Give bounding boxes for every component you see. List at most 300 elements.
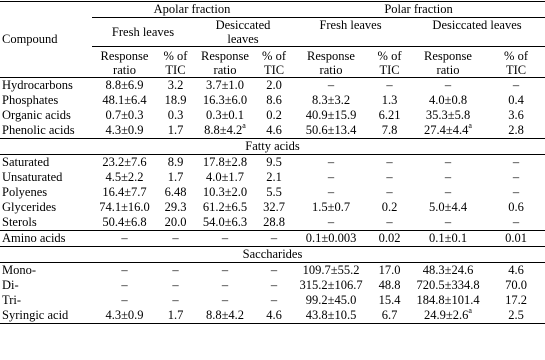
cell-value: 4.6 (266, 123, 282, 137)
compound-name-cell: Syringic acid (0, 308, 92, 324)
table-row (0, 93, 545, 108)
response-line1: Response (201, 49, 249, 63)
tic-line1: % of (377, 49, 402, 63)
response-ratio-cell (92, 108, 157, 123)
cell-value: 1.7 (167, 308, 184, 322)
subheader-response-ratio (194, 47, 256, 78)
tic-line2: TIC (379, 63, 400, 77)
cell-value: 9.5 (266, 155, 282, 169)
pct-tic-cell (157, 155, 194, 171)
compound-name-cell: Phenolic acids (2, 123, 75, 137)
cell-value: 7.8 (381, 123, 398, 137)
tic-line2: TIC (505, 63, 527, 77)
data-table (0, 1, 545, 324)
pct-tic-cell (370, 185, 409, 200)
pct-tic-cell (157, 93, 194, 108)
response-ratio-cell (409, 185, 487, 200)
cell-value: 74.1±16.0 (99, 200, 150, 214)
pct-tic-cell (487, 308, 545, 324)
compound-name-cell: Di- (2, 278, 19, 292)
pct-tic-cell (256, 215, 292, 231)
cell-value: 6.48 (164, 185, 187, 199)
pct-tic-cell (157, 215, 194, 231)
compound-name-cell: Amino acids (0, 231, 92, 247)
table-row (0, 263, 545, 279)
cell-value: 0.3±0.1 (205, 108, 245, 122)
pct-tic-cell (487, 108, 545, 123)
response-ratio-cell (292, 231, 370, 247)
pct-tic-cell (370, 123, 409, 139)
polar-fresh-header: Fresh leaves (292, 18, 409, 47)
tic-line1: % of (163, 49, 188, 63)
cell-value: – (444, 155, 452, 169)
cell-value: 48.3±24.6 (422, 263, 474, 277)
response-ratio-cell (194, 170, 256, 185)
section-header-fatty-acids: Fatty acids (0, 139, 545, 155)
pct-tic-cell (487, 123, 545, 139)
compound-header: Compound (0, 2, 92, 78)
cell-value: 3.6 (508, 108, 524, 122)
pct-tic-cell (256, 293, 292, 308)
pct-tic-cell (487, 293, 545, 308)
cell-value: 29.3 (164, 200, 187, 214)
response-ratio-cell (409, 278, 487, 293)
pct-tic-cell (487, 278, 545, 293)
response-ratio-cell (92, 200, 157, 215)
cell-value: 0.4 (508, 93, 524, 107)
pct-tic-cell (370, 278, 409, 293)
response-ratio-cell (409, 155, 487, 171)
response-line1: Response (307, 49, 355, 63)
cell-value: 17.0 (378, 263, 401, 277)
group-general (0, 78, 545, 139)
cell-value: 315.2±106.7 (299, 278, 363, 292)
cell-value: 54.0±6.3 (202, 215, 248, 229)
pct-tic-cell (157, 231, 194, 247)
response-ratio-cell (194, 278, 256, 293)
apolar-desiccated-header (194, 18, 292, 47)
cell-value: 3.2 (167, 78, 184, 92)
cell-value: – (172, 263, 179, 277)
pct-tic-cell (157, 200, 194, 215)
cell-value: – (512, 215, 520, 229)
tic-line2: TIC (263, 63, 285, 77)
response-ratio-cell (409, 108, 487, 123)
subheader-pct-tic (370, 47, 409, 78)
pct-tic-cell (256, 155, 292, 171)
response-ratio-cell (292, 108, 370, 123)
cell-value: – (270, 263, 278, 277)
pct-tic-cell (487, 263, 545, 279)
cell-value: 0.3 (167, 108, 184, 122)
response-ratio-cell (292, 78, 370, 94)
apolar-fraction-header: Apolar fraction (92, 2, 292, 18)
cell-value: 184.8±101.4 (416, 293, 480, 307)
cell-value: – (172, 293, 179, 307)
cell-value: – (512, 155, 520, 169)
section-header-row (0, 247, 545, 263)
response-line1: Response (424, 49, 472, 63)
response-ratio-cell (194, 155, 256, 171)
pct-tic-cell (256, 185, 292, 200)
cell-value: 2.1 (266, 170, 282, 184)
response-ratio-cell (194, 293, 256, 308)
compound-name-cell: Sterols (0, 215, 92, 231)
cell-value: 1.7 (167, 123, 184, 137)
cell-value: 20.0 (164, 215, 187, 229)
response-ratio-cell (194, 200, 256, 215)
cell-value: – (221, 231, 229, 245)
response-ratio-cell (194, 78, 256, 94)
pct-tic-cell (256, 78, 292, 94)
response-ratio-cell (92, 308, 157, 324)
response-ratio-cell (92, 170, 157, 185)
response-ratio-cell (194, 263, 256, 279)
cell-value: 8.9 (167, 155, 184, 169)
compound-name-cell: Tri- (2, 293, 21, 307)
cell-value: 8.8±4.2 (204, 123, 243, 137)
response-ratio-cell (409, 93, 487, 108)
pct-tic-cell (256, 308, 292, 324)
response-ratio-cell (409, 200, 487, 215)
response-ratio-cell (194, 308, 256, 324)
response-ratio-cell (194, 120, 256, 139)
cell-value: – (512, 78, 520, 92)
response-ratio-cell (409, 231, 487, 247)
cell-value: 0.02 (378, 231, 401, 245)
response-ratio-cell (194, 215, 256, 231)
response-ratio-cell (92, 185, 157, 200)
compound-name-cell: Organic acids (2, 108, 71, 122)
compound-name-cell: Unsaturated (2, 170, 63, 184)
pct-tic-cell (370, 263, 409, 279)
response-ratio-cell (292, 123, 370, 139)
pct-tic-cell (256, 231, 292, 247)
footnote-marker: a (468, 120, 472, 130)
section-fatty-acids (0, 139, 545, 155)
cell-value: – (221, 263, 229, 277)
pct-tic-cell (487, 78, 545, 94)
pct-tic-cell (487, 185, 545, 200)
pct-tic-cell (370, 93, 409, 108)
response-ratio-cell (92, 278, 157, 293)
response-ratio-cell (194, 231, 256, 247)
response-ratio-cell (409, 78, 487, 94)
response-ratio-cell (292, 185, 370, 200)
cell-value: – (327, 185, 335, 199)
pct-tic-cell (157, 293, 194, 308)
cell-value: 5.0±4.4 (428, 200, 468, 214)
table-row (0, 308, 545, 324)
pct-tic-cell (157, 263, 194, 279)
cell-value: – (270, 278, 278, 292)
cell-value: 2.8 (508, 123, 524, 137)
cell-value: – (386, 155, 393, 169)
cell-value: 50.6±13.4 (305, 123, 357, 137)
pct-tic-cell (157, 308, 194, 324)
table-row (0, 78, 545, 94)
cell-value: 1.3 (381, 93, 398, 107)
cell-value: 4.0±1.7 (205, 170, 245, 184)
cell-value: 18.9 (164, 93, 187, 107)
cell-value: – (121, 263, 128, 277)
cell-value: – (327, 215, 335, 229)
cell-value: 8.8±4.2 (205, 308, 245, 322)
cell-value: 15.4 (378, 293, 401, 307)
response-ratio-cell (409, 215, 487, 231)
compound-name-cell: Mono- (2, 263, 37, 277)
cell-value: – (221, 293, 229, 307)
cell-value: 4.5±2.2 (105, 170, 144, 184)
pct-tic-cell (157, 185, 194, 200)
cell-value: 43.8±10.5 (305, 308, 357, 322)
group-saccharides (0, 263, 545, 324)
cell-value: 0.1±0.003 (305, 231, 357, 245)
cell-value: 2.5 (508, 308, 524, 322)
subheader-response-ratio (409, 47, 487, 78)
cell-value: – (386, 170, 393, 184)
cell-value: – (444, 78, 452, 92)
response-ratio-cell (409, 293, 487, 308)
pct-tic-cell (370, 170, 409, 185)
compound-name-cell: Saturated (2, 155, 50, 169)
table-row (0, 123, 545, 139)
pct-tic-cell (157, 108, 194, 123)
cell-value: – (386, 215, 393, 229)
pct-tic-cell (256, 200, 292, 215)
cell-value: 0.1±0.1 (428, 231, 468, 245)
cell-value: – (327, 170, 335, 184)
response-ratio-cell (92, 123, 157, 139)
response-line2: ratio (113, 63, 136, 77)
table-row (0, 200, 545, 215)
cell-value: – (270, 293, 278, 307)
response-ratio-cell (92, 93, 157, 108)
compound-name-cell: Phosphates (2, 93, 59, 107)
compound-name-cell: Polyenes (2, 185, 48, 199)
pct-tic-cell (157, 278, 194, 293)
pct-tic-cell (157, 123, 194, 139)
cell-value: 8.8±6.9 (105, 78, 144, 92)
cell-value: 27.4±4.4 (424, 123, 469, 137)
cell-value: 0.01 (505, 231, 527, 245)
cell-value: – (386, 185, 393, 199)
cell-value: 17.8±2.8 (202, 155, 248, 169)
cell-value: 40.9±15.9 (305, 108, 357, 122)
cell-value: 2.0 (266, 78, 282, 92)
cell-value: – (444, 170, 452, 184)
cell-value: – (270, 231, 278, 245)
section-saccharides (0, 247, 545, 263)
pct-tic-cell (370, 78, 409, 94)
response-ratio-cell (292, 200, 370, 215)
cell-value: 48.1±6.4 (102, 93, 147, 107)
section-header-saccharides: Saccharides (0, 247, 545, 263)
polar-fraction-header: Polar fraction (292, 2, 545, 18)
tic-line2: TIC (165, 63, 186, 77)
cell-value: 720.5±334.8 (416, 278, 480, 292)
cell-value: 0.2 (381, 200, 398, 214)
response-ratio-cell (409, 120, 487, 139)
pct-tic-cell (157, 170, 194, 185)
pct-tic-cell (487, 170, 545, 185)
apolar-fresh-header: Fresh leaves (92, 18, 194, 47)
apolar-desiccated-line1: Desiccated (215, 18, 271, 32)
cell-value: 17.2 (505, 293, 527, 307)
response-line2: ratio (436, 63, 460, 77)
cell-value: – (172, 278, 179, 292)
compound-name-cell: Glycerides (2, 200, 57, 214)
response-ratio-cell (194, 185, 256, 200)
group-fatty-acids (0, 155, 545, 231)
pct-tic-cell (256, 170, 292, 185)
pct-tic-cell (256, 93, 292, 108)
response-ratio-cell (92, 263, 157, 279)
subheader-pct-tic (256, 47, 292, 78)
apolar-desiccated-line2: leaves (227, 32, 259, 46)
compound-name-cell: Hydrocarbons (2, 78, 73, 92)
cell-value: 4.3±0.9 (105, 308, 144, 322)
response-ratio-cell (92, 215, 157, 231)
response-ratio-cell (409, 263, 487, 279)
response-line2: ratio (319, 63, 343, 77)
pct-tic-cell (256, 278, 292, 293)
cell-value: – (327, 78, 335, 92)
cell-value: 5.5 (266, 185, 282, 199)
cell-value: 4.6 (508, 263, 524, 277)
header-row-1 (0, 2, 545, 18)
response-ratio-cell (92, 231, 157, 247)
response-line2: ratio (213, 63, 237, 77)
table-row (0, 108, 545, 123)
pct-tic-cell (370, 293, 409, 308)
response-ratio-cell (292, 93, 370, 108)
cell-value: 6.21 (378, 108, 401, 122)
cell-value: 61.2±6.5 (202, 200, 248, 214)
response-ratio-cell (92, 155, 157, 171)
cell-value: – (172, 231, 179, 245)
cell-value: 8.3±3.2 (311, 93, 351, 107)
cell-value: 4.3±0.9 (105, 123, 144, 137)
cell-value: 28.8 (263, 215, 285, 229)
subheader-response-ratio (92, 47, 157, 78)
cell-value: – (121, 293, 128, 307)
cell-value: 48.8 (378, 278, 401, 292)
response-line1: Response (100, 49, 149, 63)
pct-tic-cell (487, 93, 545, 108)
polar-desiccated-header: Desiccated leaves (409, 18, 545, 47)
cell-value: 4.0±0.8 (428, 93, 468, 107)
cell-value: 1.7 (167, 170, 184, 184)
pct-tic-cell (370, 231, 409, 247)
cell-value: – (121, 278, 128, 292)
subheader-pct-tic (157, 47, 194, 78)
cell-value: 24.9±2.6 (424, 308, 469, 322)
footnote-marker: a (468, 305, 472, 315)
cell-value: 1.5±0.7 (311, 200, 351, 214)
pct-tic-cell (487, 231, 545, 247)
tic-line1: % of (504, 49, 528, 63)
cell-value: 16.3±6.0 (202, 93, 248, 107)
cell-value: – (121, 231, 128, 245)
cell-value: – (512, 185, 520, 199)
response-ratio-cell (292, 155, 370, 171)
cell-value: 3.7±1.0 (205, 78, 245, 92)
response-ratio-cell (292, 263, 370, 279)
cell-value: 109.7±55.2 (302, 263, 360, 277)
response-ratio-cell (292, 278, 370, 293)
response-ratio-cell (292, 215, 370, 231)
cell-value: 4.6 (266, 308, 282, 322)
response-ratio-cell (92, 78, 157, 94)
section-header-row (0, 139, 545, 155)
cell-value: 70.0 (505, 278, 527, 292)
table-row (0, 155, 545, 171)
pct-tic-cell (370, 200, 409, 215)
response-ratio-cell (409, 305, 487, 324)
pct-tic-cell (370, 308, 409, 324)
table-row (0, 215, 545, 231)
pct-tic-cell (370, 108, 409, 123)
group-amino-acids (0, 231, 545, 247)
cell-value: – (327, 155, 335, 169)
table-row (0, 293, 545, 308)
pct-tic-cell (256, 108, 292, 123)
cell-value: 10.3±2.0 (202, 185, 248, 199)
pct-tic-cell (487, 215, 545, 231)
pct-tic-cell (256, 123, 292, 139)
pct-tic-cell (370, 215, 409, 231)
response-ratio-cell (292, 308, 370, 324)
table-row (0, 231, 545, 247)
cell-value: – (512, 170, 520, 184)
response-ratio-cell (292, 293, 370, 308)
cell-value: 0.2 (266, 108, 282, 122)
cell-value: 6.7 (381, 308, 398, 322)
cell-value: 35.3±5.8 (425, 108, 471, 122)
table-row (0, 185, 545, 200)
cell-value: 0.7±0.3 (105, 108, 144, 122)
cell-value: 23.2±7.6 (102, 155, 147, 169)
pct-tic-cell (157, 78, 194, 94)
pct-tic-cell (370, 155, 409, 171)
cell-value: 8.6 (266, 93, 282, 107)
cell-value: 16.4±7.7 (102, 185, 147, 199)
pct-tic-cell (487, 155, 545, 171)
cell-value: – (444, 185, 452, 199)
cell-value: 0.6 (508, 200, 524, 214)
subheader-response-ratio (292, 47, 370, 78)
cell-value: 99.2±45.0 (305, 293, 357, 307)
cell-value: 50.4±6.8 (102, 215, 147, 229)
table-row (0, 278, 545, 293)
cell-value: – (386, 78, 393, 92)
footnote-marker: a (242, 120, 246, 130)
subheader-pct-tic (487, 47, 545, 78)
cell-value: 32.7 (263, 200, 285, 214)
table-row (0, 170, 545, 185)
pct-tic-cell (256, 263, 292, 279)
tic-line1: % of (262, 49, 286, 63)
cell-value: – (444, 215, 452, 229)
response-ratio-cell (92, 293, 157, 308)
pct-tic-cell (487, 200, 545, 215)
response-ratio-cell (194, 93, 256, 108)
cell-value: – (221, 278, 229, 292)
response-ratio-cell (292, 170, 370, 185)
response-ratio-cell (194, 108, 256, 123)
response-ratio-cell (409, 170, 487, 185)
